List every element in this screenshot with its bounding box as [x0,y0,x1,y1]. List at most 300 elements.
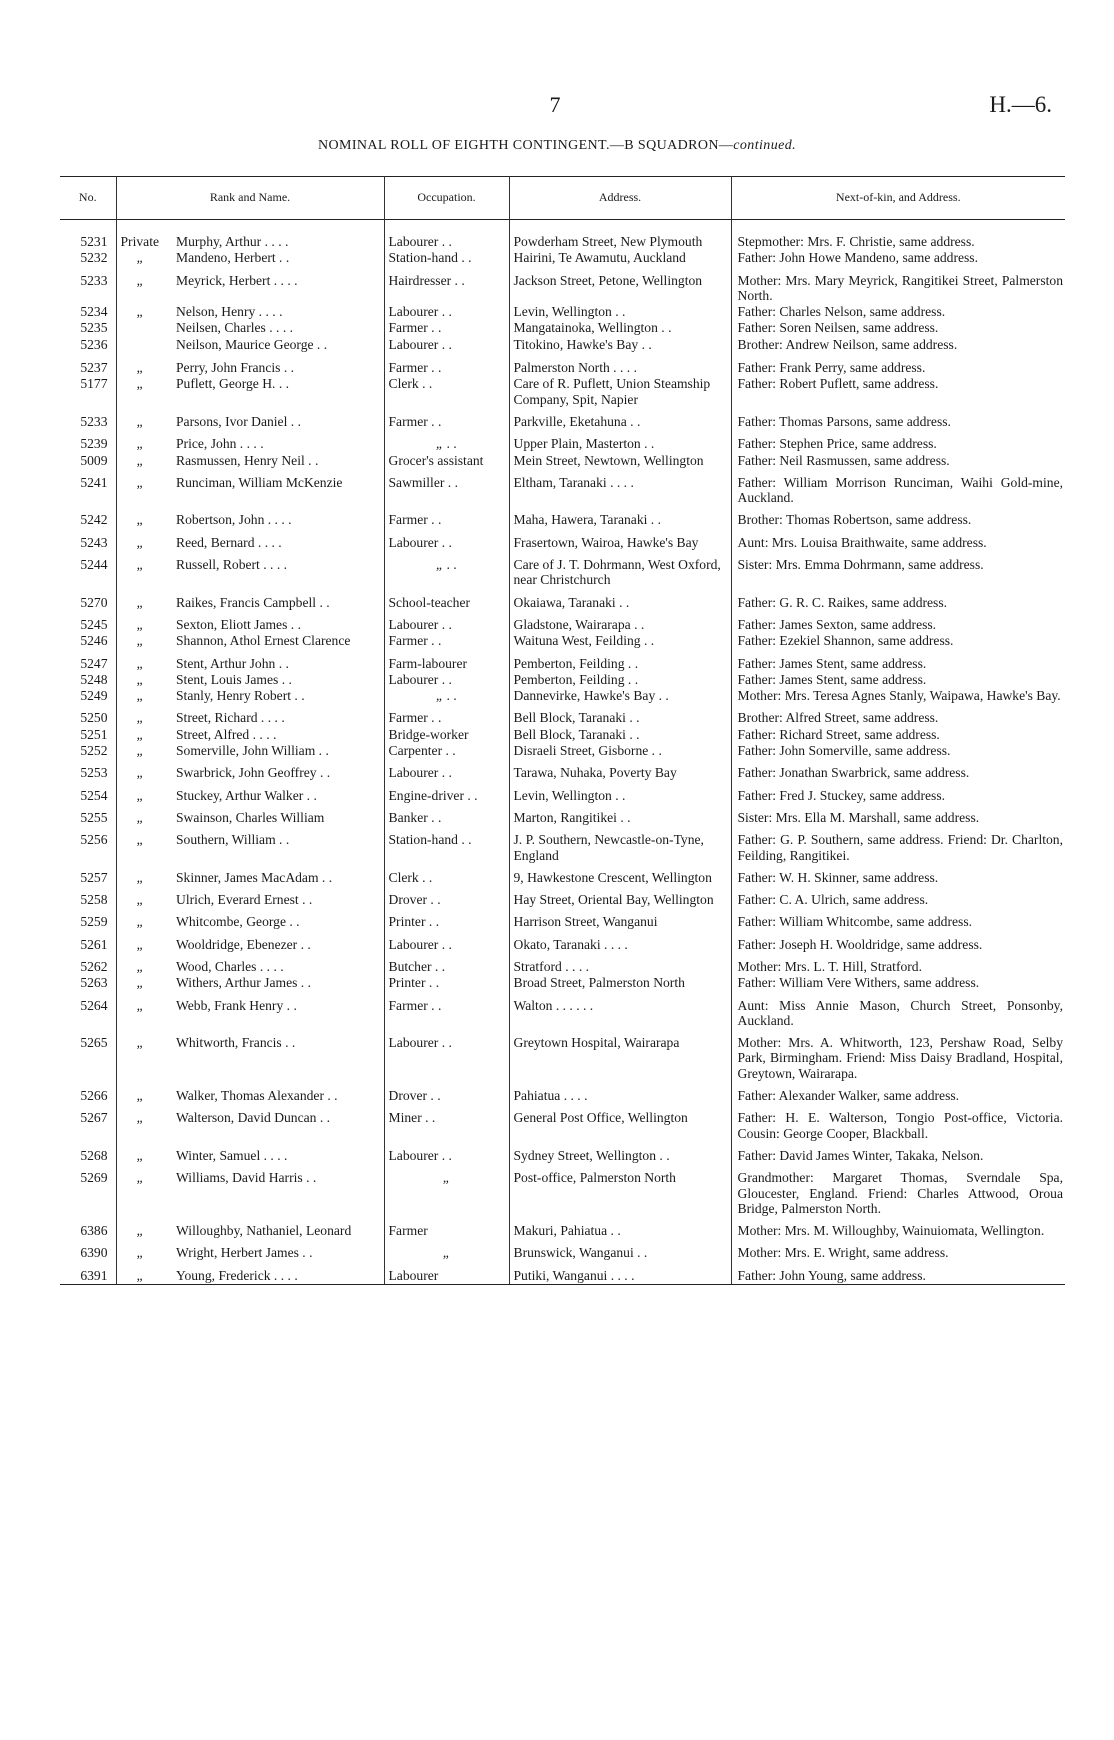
cell-rank: „ [116,727,172,743]
cell-number: 5267 [80,1110,108,1126]
cell-name: Stuckey, Arthur Walker . . [176,787,317,803]
cell-occupation: Farmer . . [384,408,509,430]
cell-number: 5242 [80,512,108,528]
table-row [60,1239,1065,1261]
column-header-address: Address. [509,177,731,220]
cell-number: 5262 [80,958,108,974]
table-row [60,1217,1065,1239]
cell-rank: „ [116,408,172,430]
cell-next-of-kin: Father: James Sexton, same address. [731,611,1065,633]
cell-rank: „ [116,469,172,507]
cell-address: Levin, Wellington . . [509,782,731,804]
cell-rank: „ [116,430,172,452]
cell-number: 5261 [80,936,108,952]
cell-occupation: „ . . [384,430,509,452]
cell-next-of-kin: Father: David James Winter, Takaka, Nelson. [731,1142,1065,1164]
table-row [60,408,1065,430]
cell-number: 5248 [80,671,108,687]
cell-address: Palmerston North . . . . [509,353,731,376]
cell-occupation: Station-hand . . [384,826,509,864]
cell-occupation: Labourer . . [384,1142,509,1164]
cell-name: Russell, Robert . . . . [176,557,288,573]
cell-number: 5263 [80,975,108,991]
cell-next-of-kin: Father: G. R. C. Raikes, same address. [731,589,1065,611]
table-row [60,759,1065,781]
column-header-no: No. [78,190,97,205]
cell-next-of-kin: Father: Ezekiel Shannon, same address. [731,633,1065,649]
table-row [60,650,1065,672]
cell-next-of-kin: Father: John Somerville, same address. [731,743,1065,759]
cell-occupation: Station-hand . . [384,250,509,266]
table-row [60,430,1065,452]
cell-occupation: Hairdresser . . [384,267,509,305]
cell-address: Care of R. Puflett, Union Steamship Company, Spit, Napier [509,376,731,408]
cell-rank: „ [116,650,172,672]
cell-next-of-kin: Father: John Young, same address. [731,1262,1065,1285]
cell-number: 5258 [80,892,108,908]
cell-address: Pemberton, Feilding . . [509,672,731,688]
table-body [60,220,1065,1285]
cell-next-of-kin: Father: Richard Street, same address. [731,727,1065,743]
table-row [60,551,1065,589]
cell-next-of-kin: Father: Thomas Parsons, same address. [731,408,1065,430]
cell-rank: „ [116,633,172,649]
cell-rank: „ [116,1104,172,1142]
cell-name: Stanly, Henry Robert . . [176,688,305,704]
cell-rank: „ [116,304,172,320]
table-row [60,1029,1065,1082]
cell-number: 6391 [80,1267,108,1283]
cell-name: Skinner, James MacAdam . . [176,869,333,885]
cell-number: 5252 [80,743,108,759]
cell-name: Neilson, Maurice George . . [176,336,328,352]
cell-rank: „ [116,975,172,991]
cell-next-of-kin: Father: C. A. Ulrich, same address. [731,886,1065,908]
table-row [60,886,1065,908]
cell-number: 5235 [80,320,108,336]
cell-address: Pahiatua . . . . [509,1082,731,1104]
cell-next-of-kin: Sister: Mrs. Emma Dohrmann, same address. [731,551,1065,589]
table-row [60,826,1065,864]
cell-address: Titokino, Hawke's Bay . . [509,337,731,353]
cell-number: 5231 [80,234,108,249]
cell-next-of-kin: Stepmother: Mrs. F. Christie, same address. [731,234,1065,250]
cell-name: Wooldridge, Ebenezer . . [176,936,311,952]
table-row [60,453,1065,469]
cell-number: 5239 [80,436,108,452]
cell-next-of-kin: Mother: Mrs. E. Wright, same address. [731,1239,1065,1261]
cell-occupation: „ [384,1239,509,1261]
cell-number: 5266 [80,1088,108,1104]
cell-next-of-kin: Father: Stephen Price, same address. [731,430,1065,452]
table-row [60,782,1065,804]
cell-address: J. P. Southern, Newcastle-on-Tyne, England [509,826,731,864]
cell-next-of-kin: Aunt: Mrs. Louisa Braithwaite, same address. [731,529,1065,551]
cell-address: Putiki, Wanganui . . . . [509,1262,731,1285]
cell-name: Young, Frederick . . . . [176,1267,298,1283]
cell-next-of-kin: Father: James Stent, same address. [731,650,1065,672]
cell-rank: „ [116,1239,172,1261]
cell-next-of-kin: Mother: Mrs. Teresa Agnes Stanly, Waipawa, Hawke's Bay. [731,688,1065,704]
cell-number: 5247 [80,655,108,671]
cell-address: 9, Hawkestone Crescent, Wellington [509,864,731,886]
cell-name: Stent, Arthur John . . [176,655,289,671]
cell-rank: „ [116,529,172,551]
cell-rank: „ [116,267,172,305]
table-row [60,1142,1065,1164]
table-row [60,727,1065,743]
cell-name: Sexton, Eliott James . . [176,616,301,632]
cell-number: 5237 [80,360,108,376]
cell-rank: „ [116,953,172,975]
cell-next-of-kin: Father: John Howe Mandeno, same address. [731,250,1065,266]
cell-rank: „ [116,250,172,266]
cell-rank: „ [116,826,172,864]
cell-number: 5254 [80,787,108,803]
cell-address: Walton . . . . . . [509,992,731,1030]
cell-next-of-kin: Brother: Thomas Robertson, same address. [731,506,1065,528]
table-row [60,688,1065,704]
cell-name: Winter, Samuel . . . . [176,1147,288,1163]
cell-number: 5270 [80,594,108,610]
cell-number: 5245 [80,616,108,632]
cell-occupation: Drover . . [384,886,509,908]
cell-next-of-kin: Aunt: Miss Annie Mason, Church Street, Ponsonby, Auckland. [731,992,1065,1030]
cell-rank [116,337,172,353]
cell-number: 5259 [80,914,108,930]
cell-occupation: Farmer . . [384,633,509,649]
cell-name: Street, Richard . . . . [176,710,285,726]
cell-occupation: „ . . [384,688,509,704]
cell-address: Dannevirke, Hawke's Bay . . [509,688,731,704]
cell-next-of-kin: Father: William Morrison Runciman, Waihi Gold-mine, Auckland. [731,469,1065,507]
cell-address: Mein Street, Newtown, Wellington [509,453,731,469]
cell-occupation: Printer . . [384,908,509,930]
cell-name: Withers, Arthur James . . [176,975,311,991]
table-row [60,931,1065,953]
cell-name: Walker, Thomas Alexander . . [176,1088,338,1104]
table-row [60,1262,1065,1285]
cell-rank: „ [116,506,172,528]
cell-name: Reed, Bernard . . . . [176,534,282,550]
cell-occupation: Engine-driver . . [384,782,509,804]
cell-occupation: Farmer . . [384,992,509,1030]
cell-name: Puflett, George H. . . [176,376,290,392]
cell-address: Mangatainoka, Wellington . . [509,320,731,336]
cell-name: Meyrick, Herbert . . . . [176,272,298,288]
table-row [60,589,1065,611]
cell-address: Makuri, Pahiatua . . [509,1217,731,1239]
cell-number: 5009 [80,452,108,468]
cell-occupation: Farmer [384,1217,509,1239]
cell-occupation: „ [384,1164,509,1217]
cell-number: 5250 [80,710,108,726]
cell-rank: „ [116,611,172,633]
table-row [60,304,1065,320]
cell-number: 5264 [80,997,108,1013]
cell-name: Wright, Herbert James . . [176,1245,313,1261]
cell-address: General Post Office, Wellington [509,1104,731,1142]
table-row [60,704,1065,726]
table-row [60,804,1065,826]
table-row [60,320,1065,336]
cell-address: Marton, Rangitikei . . [509,804,731,826]
cell-name: Murphy, Arthur . . . . [176,234,289,249]
cell-occupation: Farmer . . [384,506,509,528]
cell-number: 5243 [80,534,108,550]
column-header-next-of-kin: Next-of-kin, and Address. [731,177,1065,220]
cell-next-of-kin: Father: H. E. Walterson, Tongio Post-office, Victoria. Cousin: George Cooper, Blackball. [731,1104,1065,1142]
cell-next-of-kin: Father: Robert Puflett, same address. [731,376,1065,408]
cell-rank: „ [116,589,172,611]
title-suffix: continued. [733,138,797,153]
cell-rank: „ [116,759,172,781]
cell-address: Upper Plain, Masterton . . [509,430,731,452]
cell-address: Tarawa, Nuhaka, Poverty Bay [509,759,731,781]
cell-number: 5253 [80,765,108,781]
cell-address: Maha, Hawera, Taranaki . . [509,506,731,528]
table-row [60,234,1065,250]
cell-occupation: Bridge-worker [384,727,509,743]
cell-next-of-kin: Father: Charles Nelson, same address. [731,304,1065,320]
cell-next-of-kin: Father: Frank Perry, same address. [731,353,1065,376]
cell-number: 5249 [80,688,108,704]
cell-address: Okaiawa, Taranaki . . [509,589,731,611]
cell-next-of-kin: Grandmother: Margaret Thomas, Sverndale Spa, Gloucester, England. Friend: Charles Attwood, Oroua Bridge, Palmerston North. [731,1164,1065,1217]
cell-number: 5251 [80,726,108,742]
cell-number: 5233 [80,413,108,429]
cell-next-of-kin: Brother: Andrew Neilson, same address. [731,337,1065,353]
cell-occupation: Farmer . . [384,704,509,726]
cell-number: 5234 [80,304,108,320]
cell-rank: „ [116,376,172,408]
cell-name: Stent, Louis James . . [176,671,292,687]
cell-number: 6386 [80,1223,108,1239]
cell-address: Disraeli Street, Gisborne . . [509,743,731,759]
cell-rank: „ [116,672,172,688]
document-reference: H.—6. [989,92,1052,117]
cell-rank: „ [116,1029,172,1082]
cell-address: Okato, Taranaki . . . . [509,931,731,953]
cell-number: 6390 [80,1245,108,1261]
cell-number: 5241 [80,474,108,490]
cell-name: Walterson, David Duncan . . [176,1110,331,1126]
cell-occupation: Farmer . . [384,353,509,376]
cell-occupation: Labourer . . [384,672,509,688]
cell-next-of-kin: Father: G. P. Southern, same address. Friend: Dr. Charlton, Feilding, Rangitikei. [731,826,1065,864]
table-row [60,908,1065,930]
cell-number: 5177 [80,376,108,392]
cell-occupation: Labourer . . [384,611,509,633]
table-row [60,353,1065,376]
cell-address: Parkville, Eketahuna . . [509,408,731,430]
page-title [0,138,1114,154]
cell-address: Bell Block, Taranaki . . [509,704,731,726]
column-header-occupation: Occupation. [384,177,509,220]
cell-occupation: Labourer [384,1262,509,1285]
cell-rank: „ [116,1164,172,1217]
table-spacer [60,220,1065,235]
cell-rank: „ [116,931,172,953]
cell-next-of-kin: Mother: Mrs. A. Whitworth, 123, Pershaw Road, Selby Park, Birmingham. Friend: Miss Daisy Bradland, Hospital, Greytown, Wairarapa. [731,1029,1065,1082]
cell-rank: „ [116,551,172,589]
cell-address: Pemberton, Feilding . . [509,650,731,672]
cell-occupation: Carpenter . . [384,743,509,759]
cell-number: 5236 [80,336,108,352]
cell-rank: „ [116,804,172,826]
cell-next-of-kin: Father: William Vere Withers, same address. [731,975,1065,991]
table-row [60,250,1065,266]
cell-next-of-kin: Father: William Whitcombe, same address. [731,908,1065,930]
cell-next-of-kin: Father: W. H. Skinner, same address. [731,864,1065,886]
cell-next-of-kin: Sister: Mrs. Ella M. Marshall, same address. [731,804,1065,826]
cell-name: Swarbrick, John Geoffrey . . [176,765,331,781]
cell-next-of-kin: Mother: Mrs. L. T. Hill, Stratford. [731,953,1065,975]
cell-name: Whitcombe, George . . [176,914,300,930]
cell-number: 5269 [80,1170,108,1186]
cell-address: Levin, Wellington . . [509,304,731,320]
cell-address: Eltham, Taranaki . . . . [509,469,731,507]
cell-next-of-kin: Father: Fred J. Stuckey, same address. [731,782,1065,804]
cell-name: Shannon, Athol Ernest Clarence [176,633,351,649]
cell-name: Wood, Charles . . . . [176,958,284,974]
title-main: NOMINAL ROLL OF EIGHTH CONTINGENT.—B SQUADRON— [317,138,734,153]
cell-rank: „ [116,1142,172,1164]
cell-rank: „ [116,743,172,759]
cell-name: Williams, David Harris . . [176,1170,317,1186]
cell-rank: Private [116,234,172,250]
cell-number: 5255 [80,809,108,825]
table-row [60,1104,1065,1142]
cell-name: Perry, John Francis . . [176,360,295,376]
cell-next-of-kin: Father: Jonathan Swarbrick, same address. [731,759,1065,781]
cell-address: Sydney Street, Wellington . . [509,1142,731,1164]
cell-rank: „ [116,704,172,726]
cell-occupation: Clerk . . [384,376,509,408]
cell-number: 5257 [80,869,108,885]
cell-occupation: Banker . . [384,804,509,826]
cell-name: Parsons, Ivor Daniel . . [176,413,301,429]
cell-name: Robertson, John . . . . [176,512,292,528]
table-row [60,975,1065,991]
table-row [60,469,1065,507]
table-row [60,506,1065,528]
cell-next-of-kin: Mother: Mrs. Mary Meyrick, Rangitikei Street, Palmerston North. [731,267,1065,305]
cell-next-of-kin: Father: Alexander Walker, same address. [731,1082,1065,1104]
table-row [60,953,1065,975]
cell-number: 5265 [80,1035,108,1051]
nominal-roll-table [60,176,1065,1285]
cell-occupation: School-teacher [384,589,509,611]
table-row [60,743,1065,759]
table-row [60,611,1065,633]
cell-next-of-kin: Father: Joseph H. Wooldridge, same address. [731,931,1065,953]
cell-occupation: Farm-labourer [384,650,509,672]
cell-name: Rasmussen, Henry Neil . . [176,452,319,468]
cell-name: Webb, Frank Henry . . [176,997,297,1013]
cell-address: Brunswick, Wanganui . . [509,1239,731,1261]
cell-occupation: Labourer . . [384,337,509,353]
cell-address: Frasertown, Wairoa, Hawke's Bay [509,529,731,551]
cell-address: Post-office, Palmerston North [509,1164,731,1217]
cell-occupation: Labourer . . [384,234,509,250]
cell-name: Mandeno, Herbert . . [176,250,290,266]
cell-occupation: Grocer's assistant [384,453,509,469]
cell-name: Whitworth, Francis . . [176,1035,296,1051]
cell-occupation: Labourer . . [384,304,509,320]
cell-address: Waituna West, Feilding . . [509,633,731,649]
cell-next-of-kin: Brother: Alfred Street, same address. [731,704,1065,726]
cell-address: Care of J. T. Dohrmann, West Oxford, near Christchurch [509,551,731,589]
cell-rank: „ [116,864,172,886]
table-row [60,529,1065,551]
column-header-rank-name: Rank and Name. [116,177,384,220]
cell-address: Greytown Hospital, Wairarapa [509,1029,731,1082]
cell-address: Jackson Street, Petone, Wellington [509,267,731,305]
cell-occupation: Labourer . . [384,759,509,781]
table-row [60,376,1065,408]
table-row [60,1082,1065,1104]
cell-rank: „ [116,886,172,908]
table-row [60,864,1065,886]
cell-address: Harrison Street, Wanganui [509,908,731,930]
cell-number: 5232 [80,250,108,266]
cell-rank: „ [116,908,172,930]
cell-address: Bell Block, Taranaki . . [509,727,731,743]
cell-number: 5268 [80,1147,108,1163]
table-row [60,672,1065,688]
cell-name: Street, Alfred . . . . [176,726,277,742]
cell-name: Ulrich, Everard Ernest . . [176,892,313,908]
cell-name: Somerville, John William . . [176,743,329,759]
cell-address: Stratford . . . . [509,953,731,975]
cell-address: Hay Street, Oriental Bay, Wellington [509,886,731,908]
cell-occupation: „ . . [384,551,509,589]
cell-occupation: Farmer . . [384,320,509,336]
cell-address: Hairini, Te Awamutu, Auckland [509,250,731,266]
cell-occupation: Drover . . [384,1082,509,1104]
cell-occupation: Labourer . . [384,1029,509,1082]
cell-next-of-kin: Father: James Stent, same address. [731,672,1065,688]
cell-number: 5256 [80,832,108,848]
cell-number: 5246 [80,633,108,649]
cell-rank: „ [116,782,172,804]
cell-name: Runciman, William McKenzie [176,474,343,490]
cell-rank: „ [116,453,172,469]
cell-occupation: Clerk . . [384,864,509,886]
cell-address: Powderham Street, New Plymouth [509,234,731,250]
page-number: 7 [549,92,561,117]
cell-name: Price, John . . . . [176,436,264,452]
table-row [60,633,1065,649]
cell-number: 5244 [80,557,108,573]
cell-name: Raikes, Francis Campbell . . [176,594,330,610]
cell-next-of-kin: Mother: Mrs. M. Willoughby, Wainuiomata, Wellington. [731,1217,1065,1239]
cell-rank: „ [116,688,172,704]
cell-name: Southern, William . . [176,832,290,848]
cell-rank: „ [116,1082,172,1104]
cell-rank: „ [116,353,172,376]
cell-next-of-kin: Father: Soren Neilsen, same address. [731,320,1065,336]
cell-name: Willoughby, Nathaniel, Leonard [176,1223,352,1239]
cell-rank: „ [116,992,172,1030]
table-row [60,1164,1065,1217]
cell-occupation: Printer . . [384,975,509,991]
table-row [60,992,1065,1030]
cell-occupation: Sawmiller . . [384,469,509,507]
cell-next-of-kin: Father: Neil Rasmussen, same address. [731,453,1065,469]
cell-rank: „ [116,1217,172,1239]
